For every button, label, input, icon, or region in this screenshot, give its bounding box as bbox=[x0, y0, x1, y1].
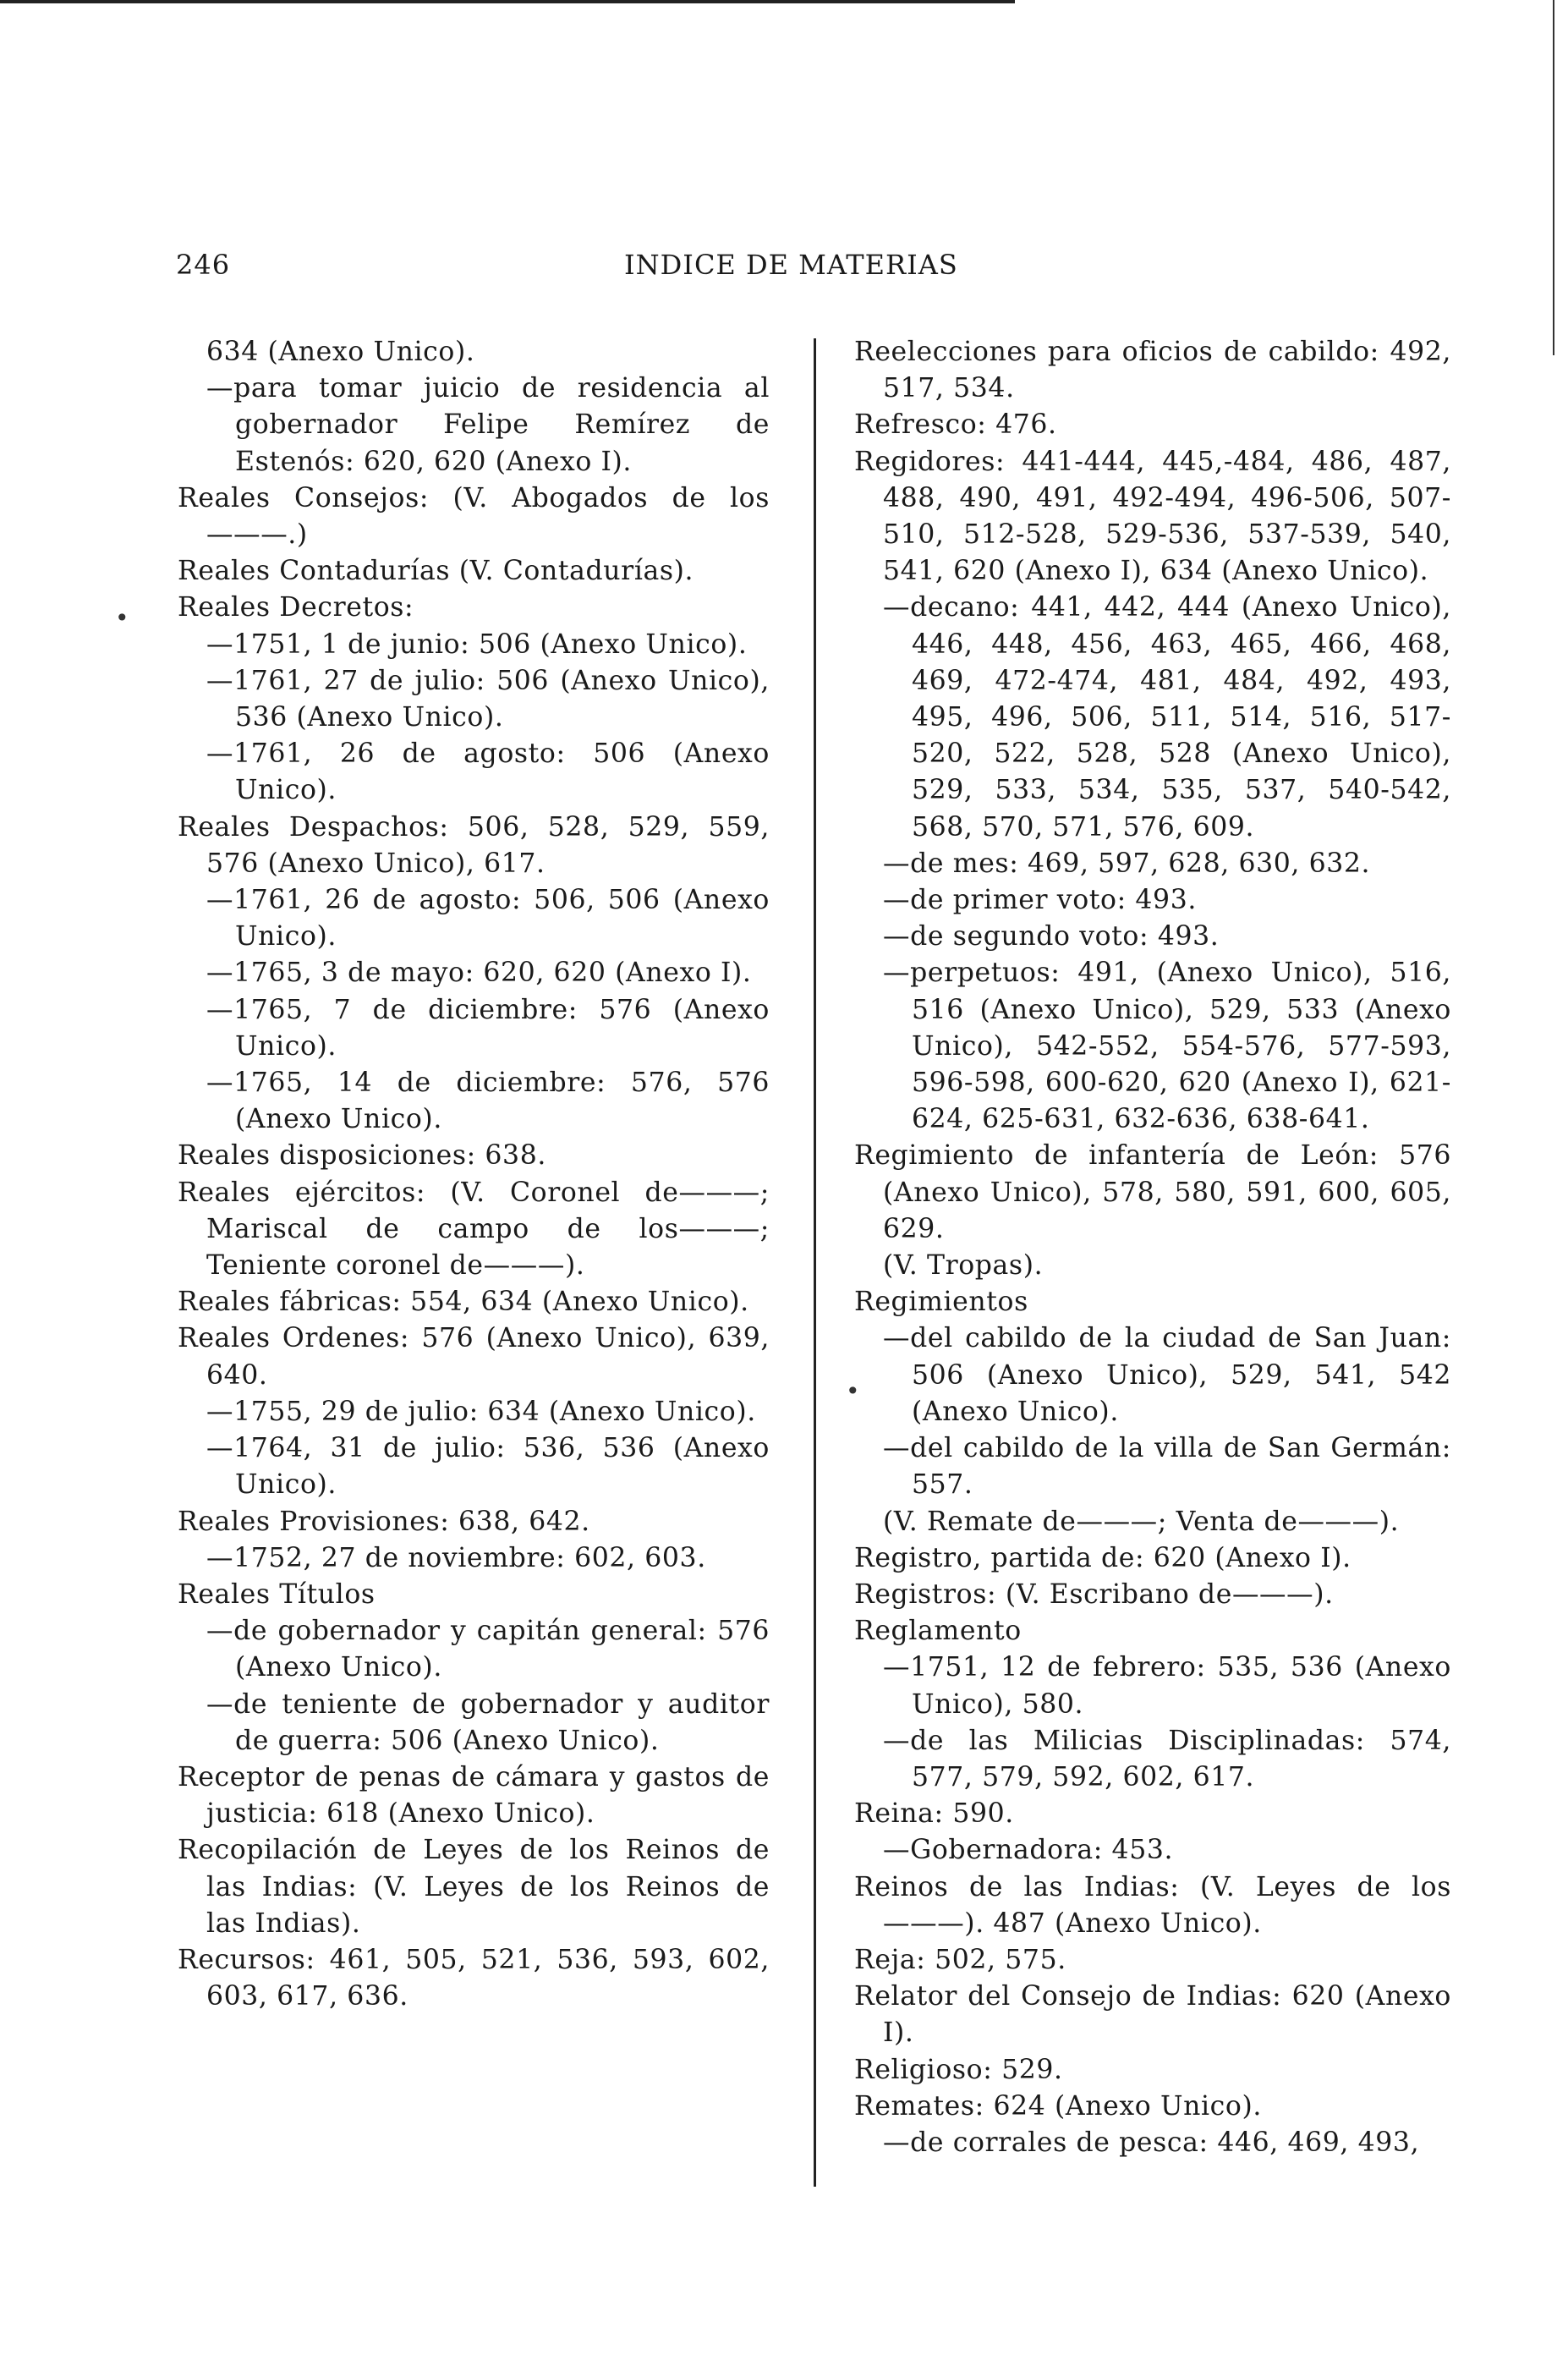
index-entry: Regidores: 441-444, 445,-484, 486, 487, 488, 490, 491, 492-494, 496-506, 507-510, 512-528, 529-536, 537-539, 540, 541, 620 (Anexo I), 634 (Anexo Unico). bbox=[854, 446, 1451, 587]
index-entry: —1751, 1 de junio: 506 (Anexo Unico). bbox=[206, 629, 748, 660]
index-entry: Registros: (V. Escribano de———). bbox=[854, 1578, 1334, 1610]
index-entry: Refresco: 476. bbox=[854, 409, 1057, 441]
index-entry: Reales Provisiones: 638, 642. bbox=[178, 1506, 590, 1537]
index-entry: Recopilación de Leyes de los Reinos de las Indias: (V. Leyes de los Reinos de las Indias). bbox=[178, 1835, 770, 1939]
index-entry: Reales Decretos: bbox=[178, 592, 414, 623]
index-entry: Reina: 590. bbox=[854, 1798, 1014, 1830]
index-entry: —del cabildo de la ciudad de San Juan: 506 (Anexo Unico), 529, 541, 542 (Anexo Unico). bbox=[883, 1323, 1451, 1427]
index-entry: —Gobernadora: 453. bbox=[883, 1835, 1174, 1866]
index-entry: 634 (Anexo Unico). bbox=[206, 337, 475, 367]
index-entry: —de corrales de pesca: 446, 469, 493, bbox=[883, 2127, 1420, 2158]
index-entry: Remates: 624 (Anexo Unico). bbox=[854, 2090, 1262, 2122]
index-entry: —1761, 27 de julio: 506 (Anexo Unico), 536 (Anexo Unico). bbox=[206, 665, 770, 733]
page-header bbox=[176, 249, 1360, 291]
index-entry: Reales Consejos: (V. Abogados de los ———.) bbox=[178, 482, 770, 551]
margin-mark: • bbox=[115, 604, 129, 632]
index-entry: —1761, 26 de agosto: 506 (Anexo Unico). bbox=[206, 738, 770, 806]
index-entry: —de gobernador y capitán general: 576 (Anexo Unico). bbox=[206, 1616, 770, 1683]
index-entry: —1761, 26 de agosto: 506, 506 (Anexo Unico). bbox=[206, 885, 770, 952]
index-entry: Reinos de las Indias: (V. Leyes de los ———). 487 (Anexo Unico). bbox=[854, 1871, 1451, 1939]
index-entry: Reales disposiciones: 638. bbox=[178, 1140, 546, 1172]
index-entry: —de segundo voto: 493. bbox=[883, 921, 1220, 952]
index-entry: Reales ejércitos: (V. Coronel de———; Mariscal de campo de los———; Teniente coronel de———). bbox=[178, 1177, 770, 1282]
index-entry: Reales Títulos bbox=[178, 1578, 376, 1610]
index-entry: —1764, 31 de julio: 536, 536 (Anexo Unico). bbox=[206, 1433, 770, 1501]
index-entry: Reales Contadurías (V. Contadurías). bbox=[178, 556, 694, 587]
index-entry: Reales Despachos: 506, 528, 529, 559, 576 (Anexo Unico), 617. bbox=[178, 811, 770, 879]
index-entry: Religioso: 529. bbox=[854, 2054, 1063, 2085]
index-entry: —1755, 29 de julio: 634 (Anexo Unico). bbox=[206, 1396, 756, 1427]
top-border-line bbox=[0, 0, 1015, 3]
margin-mark: • bbox=[846, 1377, 860, 1405]
index-entry: Reales fábricas: 554, 634 (Anexo Unico). bbox=[178, 1287, 749, 1318]
index-entry: Reglamento bbox=[854, 1616, 1022, 1647]
index-entry: —de primer voto: 493. bbox=[883, 885, 1197, 916]
index-entry: (V. Remate de———; Venta de———). bbox=[883, 1506, 1400, 1537]
column-divider bbox=[814, 338, 816, 2187]
right-column bbox=[854, 334, 1451, 2161]
index-entry: Registro, partida de: 620 (Anexo I). bbox=[854, 1542, 1351, 1573]
index-entry: Reja: 502, 575. bbox=[854, 1944, 1066, 1975]
index-entry: Reales Ordenes: 576 (Anexo Unico), 639, 640. bbox=[178, 1323, 770, 1391]
index-entry: —de las Milicias Disciplinadas: 574, 577, 579, 592, 602, 617. bbox=[883, 1725, 1451, 1792]
index-entry: Regimiento de infantería de León: 576 (Anexo Unico), 578, 580, 591, 600, 605, 629. bbox=[854, 1140, 1451, 1244]
index-entry: —para tomar juicio de residencia al gobernador Felipe Remírez de Estenós: 620, 620 (Anexo I). bbox=[206, 373, 770, 477]
index-entry: —decano: 441, 442, 444 (Anexo Unico), 446, 448, 456, 463, 465, 466, 468, 469, 472-474, 481, 484, 492, 493, 495, 496, 506, 511, 514, 516, 517-520, 522, 528, 528 (Anexo Unico), 529, 533, 534, 535, 537, 540-542, 568, 570, 571, 576, 609. bbox=[883, 592, 1451, 843]
left-column bbox=[178, 334, 770, 2015]
index-entry: Regimientos bbox=[854, 1287, 1028, 1318]
index-entry: —1765, 7 de diciembre: 576 (Anexo Unico). bbox=[206, 994, 770, 1062]
right-border-line bbox=[1553, 0, 1554, 355]
running-title: INDICE DE MATERIAS bbox=[624, 249, 958, 281]
index-entry: Receptor de penas de cámara y gastos de justicia: 618 (Anexo Unico). bbox=[178, 1761, 770, 1830]
index-entry: —de mes: 469, 597, 628, 630, 632. bbox=[883, 848, 1371, 879]
index-entry: Reelecciones para oficios de cabildo: 492, 517, 534. bbox=[854, 337, 1451, 404]
index-entry: —1765, 3 de mayo: 620, 620 (Anexo I). bbox=[206, 958, 752, 989]
page-number: 246 bbox=[176, 249, 231, 281]
index-entry: —de teniente de gobernador y auditor de guerra: 506 (Anexo Unico). bbox=[206, 1688, 770, 1756]
index-entry: —perpetuos: 491, (Anexo Unico), 516, 516 (Anexo Unico), 529, 533 (Anexo Unico), 542-552, 554-576, 577-593, 596-598, 600-620, 620 (Anexo I), 621-624, 625-631, 632-636, 638-641. bbox=[883, 958, 1451, 1135]
index-entry: —del cabildo de la villa de San Germán: 557. bbox=[883, 1433, 1451, 1501]
index-entry: —1751, 12 de febrero: 535, 536 (Anexo Unico), 580. bbox=[883, 1652, 1451, 1720]
index-entry: —1765, 14 de diciembre: 576, 576 (Anexo Unico). bbox=[206, 1068, 770, 1135]
index-entry: (V. Tropas). bbox=[883, 1250, 1044, 1282]
index-entry: Relator del Consejo de Indias: 620 (Anexo I). bbox=[854, 1981, 1451, 2049]
index-entry: Recursos: 461, 505, 521, 536, 593, 602, 603, 617, 636. bbox=[178, 1944, 770, 2012]
index-entry: —1752, 27 de noviembre: 602, 603. bbox=[206, 1542, 706, 1573]
